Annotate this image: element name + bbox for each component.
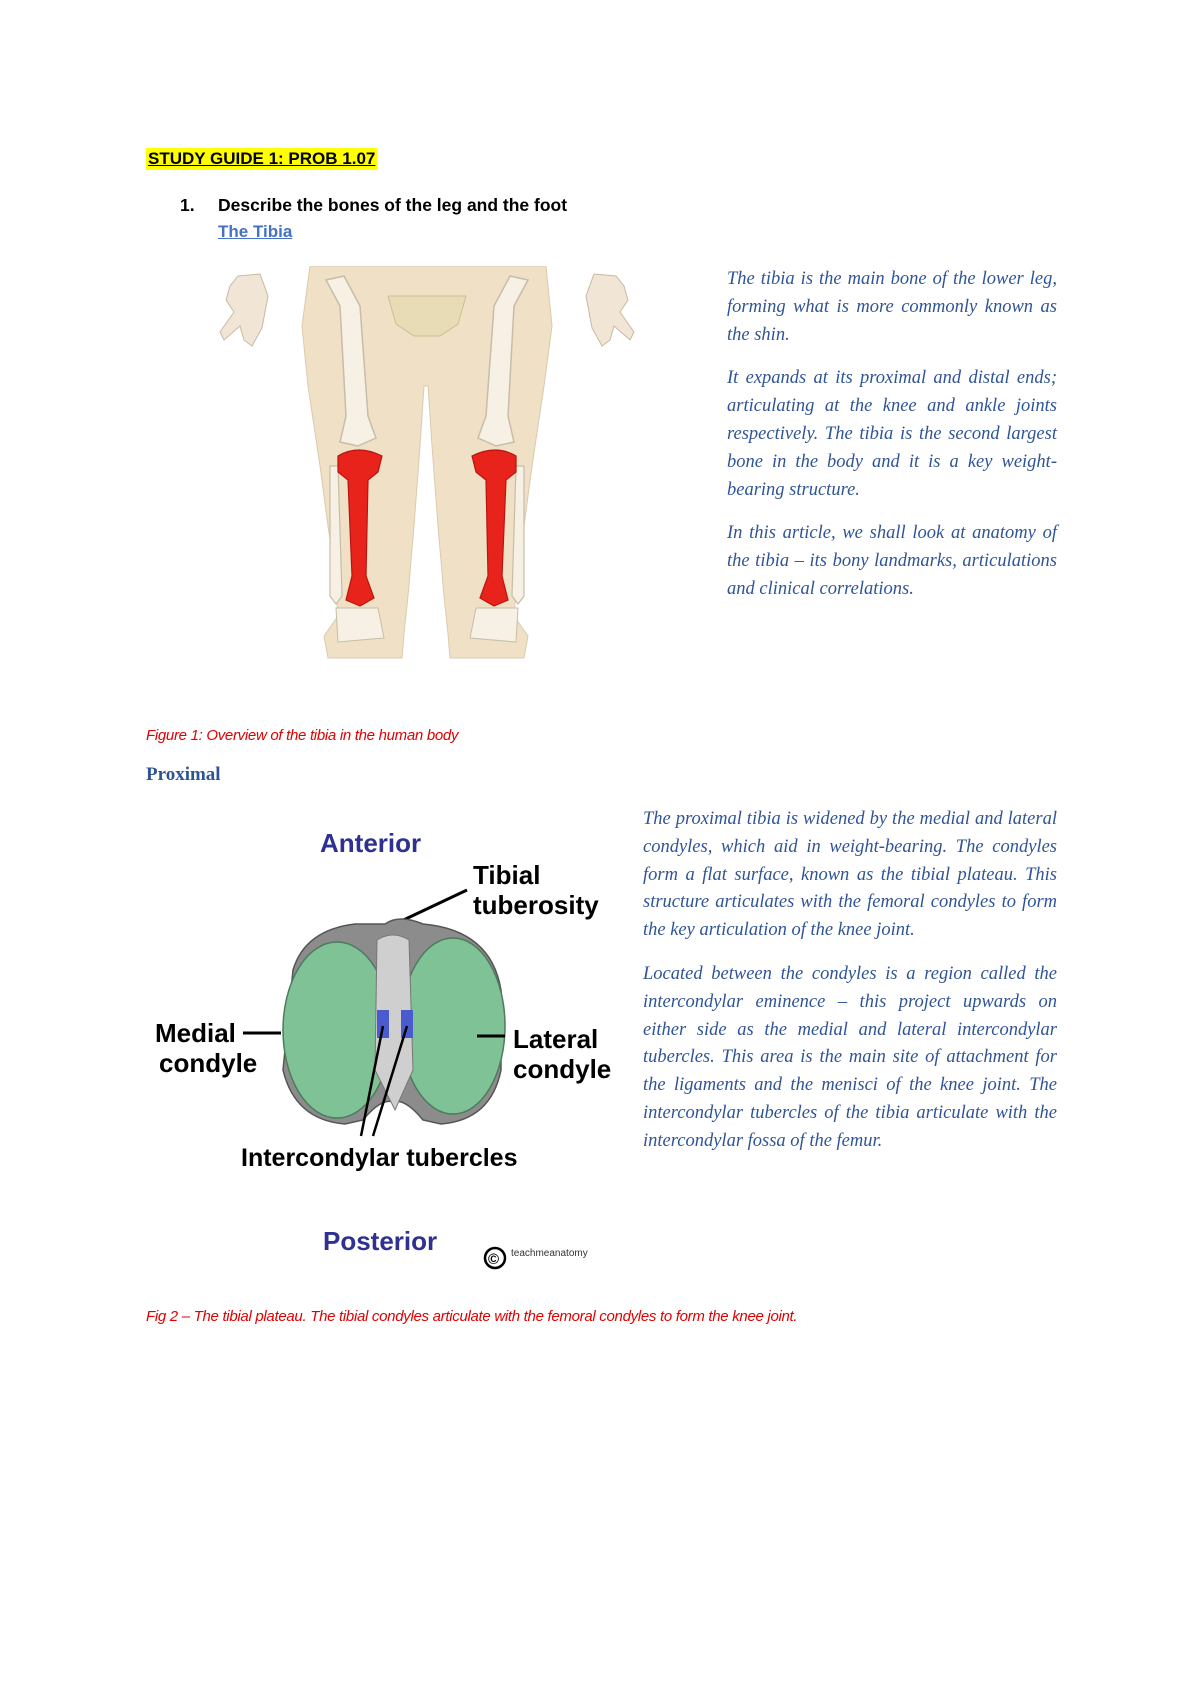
left-hand-illustration <box>220 274 268 346</box>
tibia-description <box>727 266 1057 620</box>
label-medial-line1: Medial <box>155 1018 236 1048</box>
proximal-description <box>643 806 1057 1172</box>
medial-condyle-surface <box>283 942 391 1118</box>
tibia-paragraph-1: The tibia is the main bone of the lower leg, forming what is more commonly known as the shin. <box>727 269 1057 345</box>
right-hand-illustration <box>586 274 634 346</box>
foot-bones <box>336 608 518 642</box>
tibia-paragraph-3: In this article, we shall look at anatomy of the tibia – its bony landmarks, articulations and clinical correlations. <box>727 523 1057 599</box>
lateral-tubercle-mark <box>401 1010 413 1038</box>
label-posterior: Posterior <box>323 1226 438 1256</box>
label-anterior: Anterior <box>320 828 422 858</box>
proximal-paragraph-1: The proximal tibia is widened by the medial and lateral condyles, which aid in weight-bearing. The condyles form a flat surface, known as the tibial plateau. This structure articulates with the femoral condyles to form the key articulation of the knee joint. <box>643 809 1057 941</box>
document-title: STUDY GUIDE 1: PROB 1.07 <box>148 149 376 168</box>
logo-text: teachmeanatomy <box>511 1248 588 1259</box>
section-heading-proximal: Proximal <box>146 764 221 785</box>
teachmeanatomy-logo <box>485 1248 588 1268</box>
tibial-plateau-figure <box>155 820 615 1270</box>
proximal-paragraph-2: Located between the condyles is a region called the intercondylar eminence – this project upwards on either side as the medial and lateral intercondylar tubercles. This area is the main site of attachment for the ligaments and the menisci of the knee joint. The intercondylar tubercles of the tibia articulate with the intercondylar fossa of the femur. <box>643 963 1057 1151</box>
label-tibial-line1: Tibial <box>473 860 541 890</box>
plateau-illustration <box>283 919 505 1124</box>
question-number: 1. <box>180 195 195 215</box>
figure-2-caption: Fig 2 – The tibial plateau. The tibial condyles articulate with the femoral condyles to form the knee joint. <box>146 1308 798 1325</box>
tibia-overview-figure <box>218 266 636 662</box>
tibia-paragraph-2: It expands at its proximal and distal ends; articulating at the knee and ankle joints respectively. The tibia is the second largest bone in the body and it is a key weight-bearing structure. <box>727 368 1057 500</box>
medial-tubercle-mark <box>377 1010 389 1038</box>
section-heading-tibia: The Tibia <box>218 222 293 241</box>
label-tibial-line2: tuberosity <box>473 890 599 920</box>
question-text: Describe the bones of the leg and the foot <box>218 195 568 215</box>
tibia-bones <box>338 450 516 606</box>
label-intercondylar: Intercondylar tubercles <box>241 1144 518 1172</box>
question-item <box>180 193 567 217</box>
figure-1-caption: Figure 1: Overview of the tibia in the human body <box>146 727 459 744</box>
lateral-condyle-surface <box>401 938 505 1114</box>
label-lateral-line1: Lateral <box>513 1024 599 1054</box>
label-medial-line2: condyle <box>159 1048 258 1078</box>
label-lateral-line2: condyle <box>513 1054 612 1084</box>
copyright-icon: © <box>488 1251 500 1268</box>
